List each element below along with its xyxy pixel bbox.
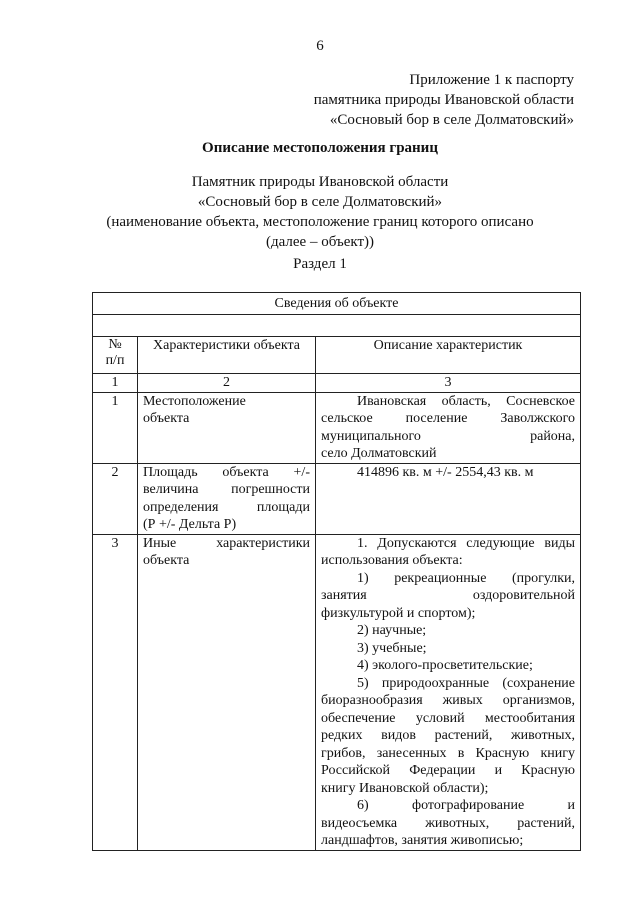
document-title: Описание местоположения границ	[202, 140, 438, 156]
text-line: Ивановская область, Сосневское	[357, 393, 576, 409]
text-line: грибов, занесенных в Красную книгу	[321, 745, 576, 761]
text-line: видеосъемка животных, растений,	[321, 815, 576, 831]
row-number: 2	[93, 463, 138, 534]
appendix-line: Приложение 1 к паспорту	[409, 72, 574, 88]
text-line: 2) научные;	[357, 623, 427, 638]
table-row	[93, 534, 581, 850]
text-line: 5) природоохранные (сохранение	[357, 675, 576, 691]
appendix-line: памятника природы Ивановской области	[313, 92, 574, 108]
text-line: биоразнообразия живых организмов,	[321, 693, 576, 708]
object-name-block	[0, 172, 640, 252]
object-line: (наименование объекта, местоположение границ которого описано	[106, 214, 534, 230]
row-characteristic	[138, 463, 316, 534]
text-line: определения площади	[143, 499, 310, 515]
text-line: 3) учебные;	[357, 640, 427, 656]
header-number	[93, 337, 138, 374]
page-number: 6	[316, 38, 324, 54]
text-line: (Р +/- Дельта Р)	[143, 517, 237, 532]
header-description: Описание характеристик	[316, 337, 581, 374]
text-line: 4) эколого-просветительские;	[357, 658, 533, 673]
row-description	[316, 392, 581, 463]
section-heading: Раздел 1	[293, 256, 347, 272]
object-info-table	[92, 292, 581, 851]
column-number: 3	[316, 374, 581, 393]
text-line: 6) фотографирование и	[357, 798, 576, 813]
row-characteristic	[138, 534, 316, 850]
header-number-line: п/п	[105, 353, 125, 368]
object-line: (далее – объект))	[265, 234, 375, 250]
object-line: Памятник природы Ивановской области	[191, 174, 449, 190]
text-line: занятия оздоровительной	[321, 588, 576, 603]
column-number-row	[93, 374, 581, 393]
text-line: Местоположение	[143, 393, 246, 409]
appendix-line: «Сосновый бор в селе Долматовский»	[329, 112, 574, 128]
row-description	[316, 463, 581, 534]
table-title: Сведения об объекте	[93, 293, 581, 315]
text-line: объекта	[143, 553, 190, 568]
row-number: 1	[93, 392, 138, 463]
text-line: объекта	[143, 411, 190, 426]
header-number-line: №	[108, 337, 122, 352]
row-number: 3	[93, 534, 138, 850]
table-title-row	[93, 293, 581, 315]
text-line: Площадь объекта +/-	[143, 464, 310, 480]
text-line: Российской Федерации и Красную	[321, 763, 576, 778]
row-characteristic	[138, 392, 316, 463]
appendix-caption	[314, 70, 574, 130]
object-line: «Сосновый бор в селе Долматовский»	[197, 194, 443, 210]
table-blank-row	[93, 315, 581, 337]
text-line: ландшафтов, занятия живописью;	[321, 833, 524, 848]
table-row	[93, 392, 581, 463]
text-line: Иные характеристики	[143, 535, 310, 551]
text-line: село Долматовский	[321, 446, 437, 461]
text-line: сельское поселение Заволжского	[321, 411, 576, 426]
text-line: книгу Ивановской области);	[321, 780, 489, 796]
text-line: муниципального района,	[321, 428, 576, 444]
table-header-row	[93, 337, 581, 374]
text-line: величина погрешности	[143, 482, 310, 497]
text-line: 1. Допускаются следующие виды	[357, 535, 576, 551]
text-line: 414896 кв. м +/- 2554,43 кв. м	[357, 464, 534, 480]
row-description	[316, 534, 581, 850]
text-line: использования объекта:	[321, 553, 463, 568]
text-line: редких видов растений, животных,	[321, 728, 576, 743]
column-number: 2	[138, 374, 316, 393]
blank-cell	[93, 315, 581, 337]
table-row	[93, 463, 581, 534]
text-line: 1) рекреационные (прогулки,	[357, 570, 576, 586]
text-line: обеспечение условий местообитания	[321, 710, 576, 726]
text-line: физкультурой и спортом);	[321, 605, 476, 621]
header-characteristics: Характеристики объекта	[138, 337, 316, 374]
column-number: 1	[93, 374, 138, 393]
